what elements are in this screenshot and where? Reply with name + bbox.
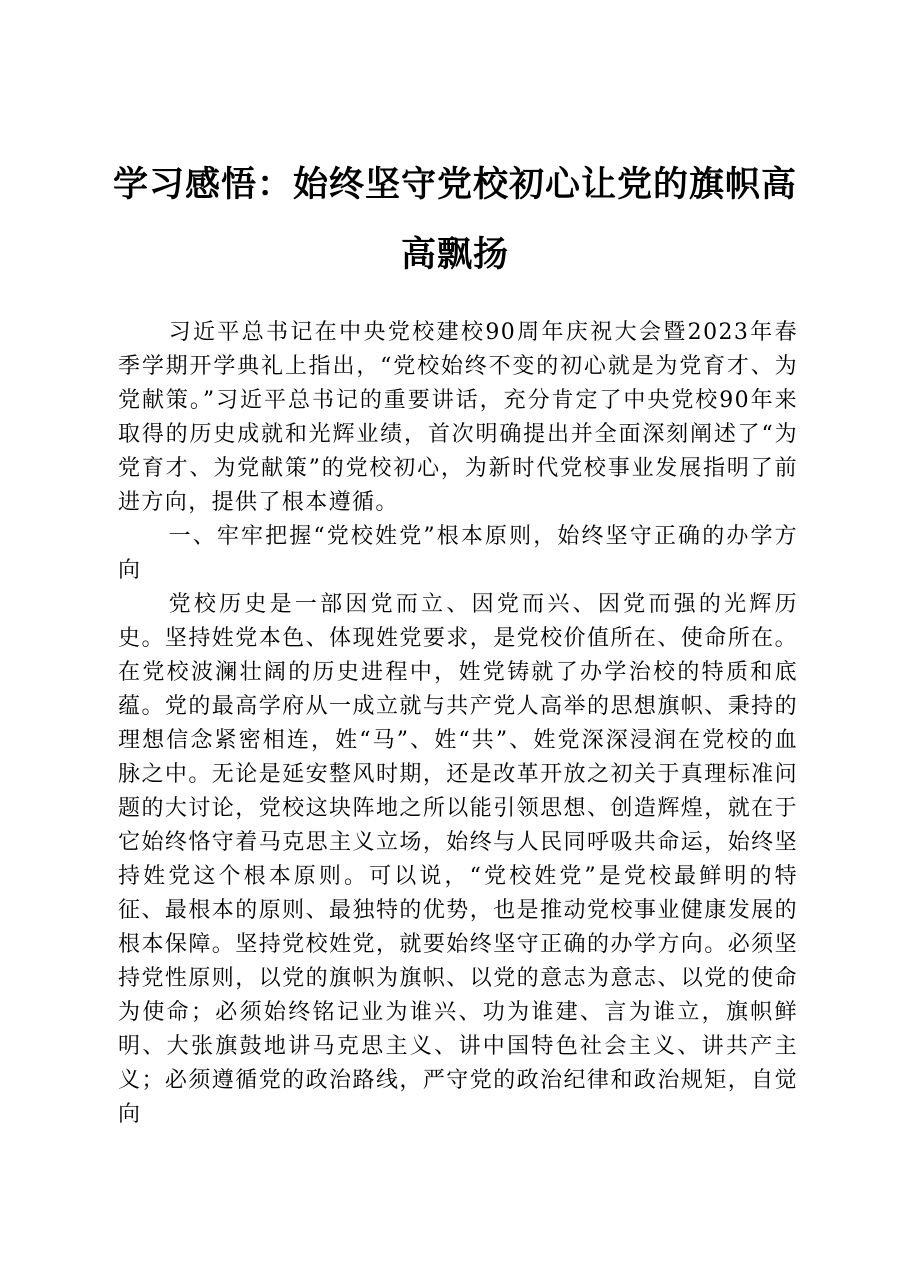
document-title: 学习感悟：始终坚守党校初心让党的旗帜高高飘扬 bbox=[112, 165, 797, 275]
paragraph-section-1: 党校历史是一部因党而立、因党而兴、因党而强的光辉历史。坚持姓党本色、体现姓党要求，是党校价值所在、使命所在。在党校波澜壮阔的历史进程中，姓党铸就了办学治校的特质和底蕴。党的最高学府从一成立就与共产党人高举的思想旗帜、秉持的理想信念紧密相连，姓“马”、姓“共”、姓党深深浸润在党校的血脉之中。无论是延安整风时期，还是改革开放之初关于真理标准问题的大讨论，党校这块阵地之所以能引领思想、创造辉煌，就在于它始终恪守着马克思主义立场，始终与人民同呼吸共命运，始终坚持姓党这个根本原则。可以说，“党校姓党”是党校最鲜明的特征、最根本的原则、最独特的优势，也是推动党校事业健康发展的根本保障。坚持党校姓党，就要始终坚守正确的办学方向。必须坚持党性原则，以党的旗帜为旗帜、以党的意志为意志、以党的使命为使命；必须始终铭记业为谁兴、功为谁建、言为谁立，旗帜鲜明、大张旗鼓地讲马克思主义、讲中国特色社会主义、讲共产主义；必须遵循党的政治路线，严守党的政治纪律和政治规矩，自觉向 bbox=[118, 592, 798, 1127]
section-heading-1: 一、牢牢把握“党校姓党”根本原则，始终坚守正确的办学方向 bbox=[118, 524, 798, 583]
paragraph-intro: 习近平总书记在中央党校建校90周年庆祝大会暨2023年春季学期开学典礼上指出，“党校始终不变的初心就是为党育才、为党献策。”习近平总书记的重要讲话，充分肯定了中央党校90年来取得的历史成就和光辉业绩，首次明确提出并全面深刻阐述了“为党育才、为党献策”的党校初心，为新时代党校事业发展指明了前进方向，提供了根本遵循。 bbox=[118, 320, 798, 515]
document-body bbox=[118, 316, 798, 1132]
